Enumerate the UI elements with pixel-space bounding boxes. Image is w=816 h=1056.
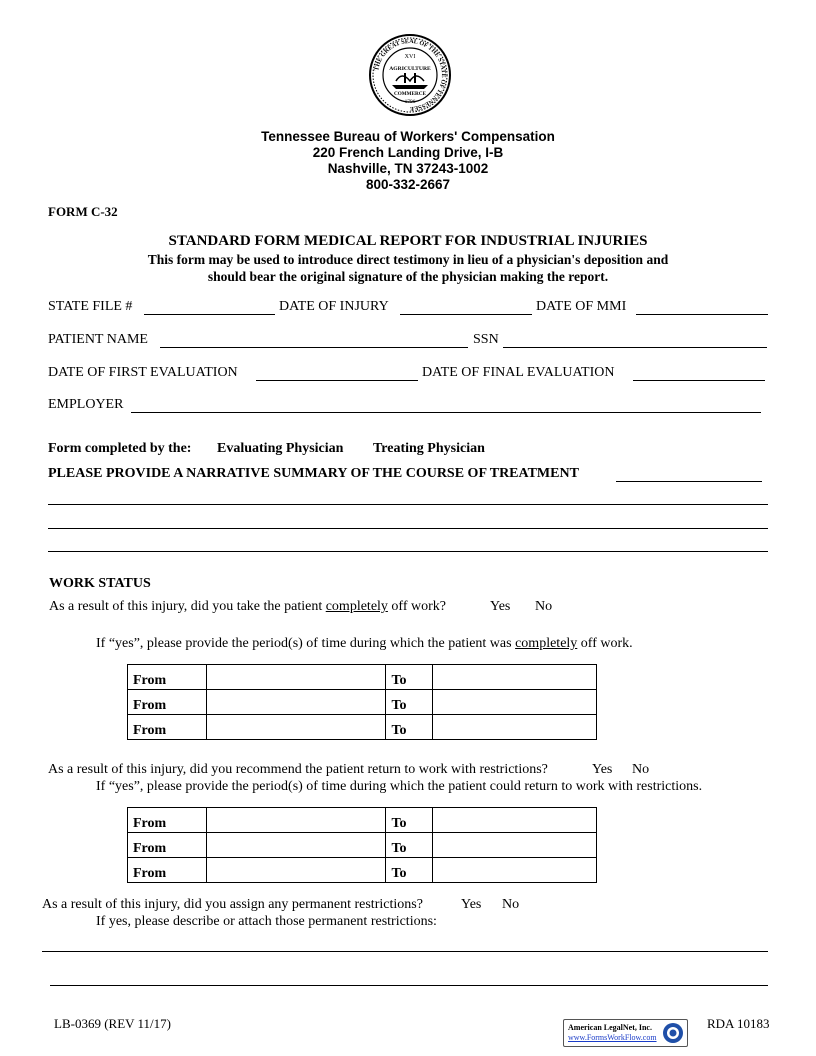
date-final-eval-input[interactable]: [633, 380, 765, 381]
from-input[interactable]: [206, 808, 386, 833]
to-input[interactable]: [433, 690, 597, 715]
state-seal-logo: [368, 33, 452, 117]
narrative-line-3[interactable]: [48, 551, 768, 552]
to-label: To: [386, 665, 433, 690]
date-first-eval-input[interactable]: [256, 380, 418, 381]
q1-follow-emph: completely: [515, 636, 578, 651]
question-permanent-restrictions: As a result of this injury, did you assign any permanent restrictions?: [42, 897, 423, 912]
date-of-injury-label: DATE OF INJURY: [279, 299, 389, 314]
state-file-label: STATE FILE #: [48, 299, 133, 314]
table-row: [128, 715, 597, 740]
svg-text:XVI: XVI: [404, 54, 416, 60]
to-label: To: [386, 858, 433, 883]
from-input[interactable]: [206, 858, 386, 883]
to-label: To: [386, 833, 433, 858]
employer-input[interactable]: [131, 412, 761, 413]
from-input[interactable]: [206, 665, 386, 690]
from-label: From: [128, 715, 207, 740]
q2-yes-option[interactable]: Yes: [592, 762, 613, 777]
patient-name-label: PATIENT NAME: [48, 332, 148, 347]
to-input[interactable]: [433, 858, 597, 883]
treating-physician-option[interactable]: Treating Physician: [373, 441, 485, 456]
ssn-label: SSN: [473, 332, 499, 347]
q1-text-pre: As a result of this injury, did you take the patient: [49, 599, 323, 614]
q1-text-emph: completely: [325, 599, 388, 614]
from-label: From: [128, 808, 207, 833]
publisher-url[interactable]: www.FormsWorkFlow.com: [568, 1033, 657, 1042]
q1-follow-pre: If “yes”, please provide the period(s) of time during which the patient was: [96, 636, 512, 651]
svg-text:AGRICULTURE: AGRICULTURE: [389, 66, 431, 72]
q1-yes-option[interactable]: Yes: [490, 599, 511, 614]
date-of-mmi-label: DATE OF MMI: [536, 299, 627, 314]
narrative-input-first-line[interactable]: [616, 481, 762, 482]
date-final-eval-label: DATE OF FINAL EVALUATION: [422, 365, 615, 380]
to-input[interactable]: [433, 833, 597, 858]
evaluating-physician-option[interactable]: Evaluating Physician: [217, 441, 344, 456]
form-subtitle: [0, 251, 816, 285]
q3-followup: If yes, please describe or attach those permanent restrictions:: [96, 914, 437, 929]
from-label: From: [128, 690, 207, 715]
form-revision: LB-0369 (REV 11/17): [54, 1016, 171, 1031]
table-row: [128, 833, 597, 858]
date-of-mmi-input[interactable]: [636, 314, 768, 315]
table-row: [128, 858, 597, 883]
question-off-work: [49, 599, 446, 615]
agency-phone: 800-332-2667: [365, 177, 451, 192]
q1-no-option[interactable]: No: [535, 599, 553, 614]
to-input[interactable]: [433, 715, 597, 740]
to-input[interactable]: [433, 665, 597, 690]
from-input[interactable]: [206, 833, 386, 858]
agency-name: Tennessee Bureau of Workers' Compensation: [261, 129, 555, 144]
completed-by-label: Form completed by the:: [48, 441, 192, 456]
svg-text:1796: 1796: [404, 99, 416, 105]
svg-text:THE GREAT SEAL OF THE STATE OF: THE GREAT SEAL OF THE STATE OF TENNESSEE: [373, 37, 448, 113]
narrative-line-2[interactable]: [48, 528, 768, 529]
agency-address: 220 French Landing Drive, I-B: [312, 145, 504, 160]
form-id: FORM C-32: [48, 204, 118, 219]
from-label: From: [128, 858, 207, 883]
q2-followup: If “yes”, please provide the period(s) of time during which the patient could return to work with restrictions.: [96, 779, 703, 794]
to-label: To: [386, 690, 433, 715]
from-input[interactable]: [206, 690, 386, 715]
date-first-eval-label: DATE OF FIRST EVALUATION: [48, 365, 238, 380]
narrative-label: PLEASE PROVIDE A NARRATIVE SUMMARY OF THE COURSE OF TREATMENT: [48, 466, 579, 481]
off-work-period-table: [127, 664, 597, 740]
agency-header: [0, 129, 816, 193]
restrictions-period-table: [127, 807, 597, 883]
table-row: [128, 808, 597, 833]
from-input[interactable]: [206, 715, 386, 740]
rda-number: RDA 10183: [707, 1016, 770, 1031]
q3-yes-option[interactable]: Yes: [461, 897, 482, 912]
from-label: From: [128, 665, 207, 690]
restrictions-line-1[interactable]: [42, 951, 768, 952]
date-of-injury-input[interactable]: [400, 314, 532, 315]
to-input[interactable]: [433, 808, 597, 833]
to-label: To: [386, 715, 433, 740]
agency-city: Nashville, TN 37243-1002: [327, 161, 489, 176]
q1-follow-post: off work.: [580, 636, 633, 651]
svg-text:COMMERCE: COMMERCE: [394, 91, 426, 97]
form-title: STANDARD FORM MEDICAL REPORT FOR INDUSTRIAL INJURIES: [168, 233, 648, 249]
restrictions-line-2[interactable]: [50, 985, 768, 986]
narrative-line-1[interactable]: [48, 504, 768, 505]
ssn-input[interactable]: [503, 347, 767, 348]
from-label: From: [128, 833, 207, 858]
publisher-name: American LegalNet, Inc.: [568, 1023, 652, 1032]
q2-no-option[interactable]: No: [632, 762, 650, 777]
state-file-input[interactable]: [144, 314, 275, 315]
table-row: [128, 690, 597, 715]
q1-followup: [96, 636, 633, 652]
globe-icon: [662, 1022, 684, 1044]
table-row: [128, 665, 597, 690]
employer-label: EMPLOYER: [48, 397, 124, 412]
q1-text-post: off work?: [391, 599, 446, 614]
q3-no-option[interactable]: No: [502, 897, 520, 912]
publisher-badge[interactable]: [563, 1019, 688, 1047]
to-label: To: [386, 808, 433, 833]
work-status-heading: WORK STATUS: [49, 576, 151, 591]
subtitle-line-1: This form may be used to introduce direct testimony in lieu of a physician's deposition and: [147, 252, 669, 267]
question-restrictions: As a result of this injury, did you recommend the patient return to work with restrictions?: [48, 762, 548, 777]
subtitle-line-2: should bear the original signature of the physician making the report.: [207, 269, 609, 284]
patient-name-input[interactable]: [160, 347, 468, 348]
